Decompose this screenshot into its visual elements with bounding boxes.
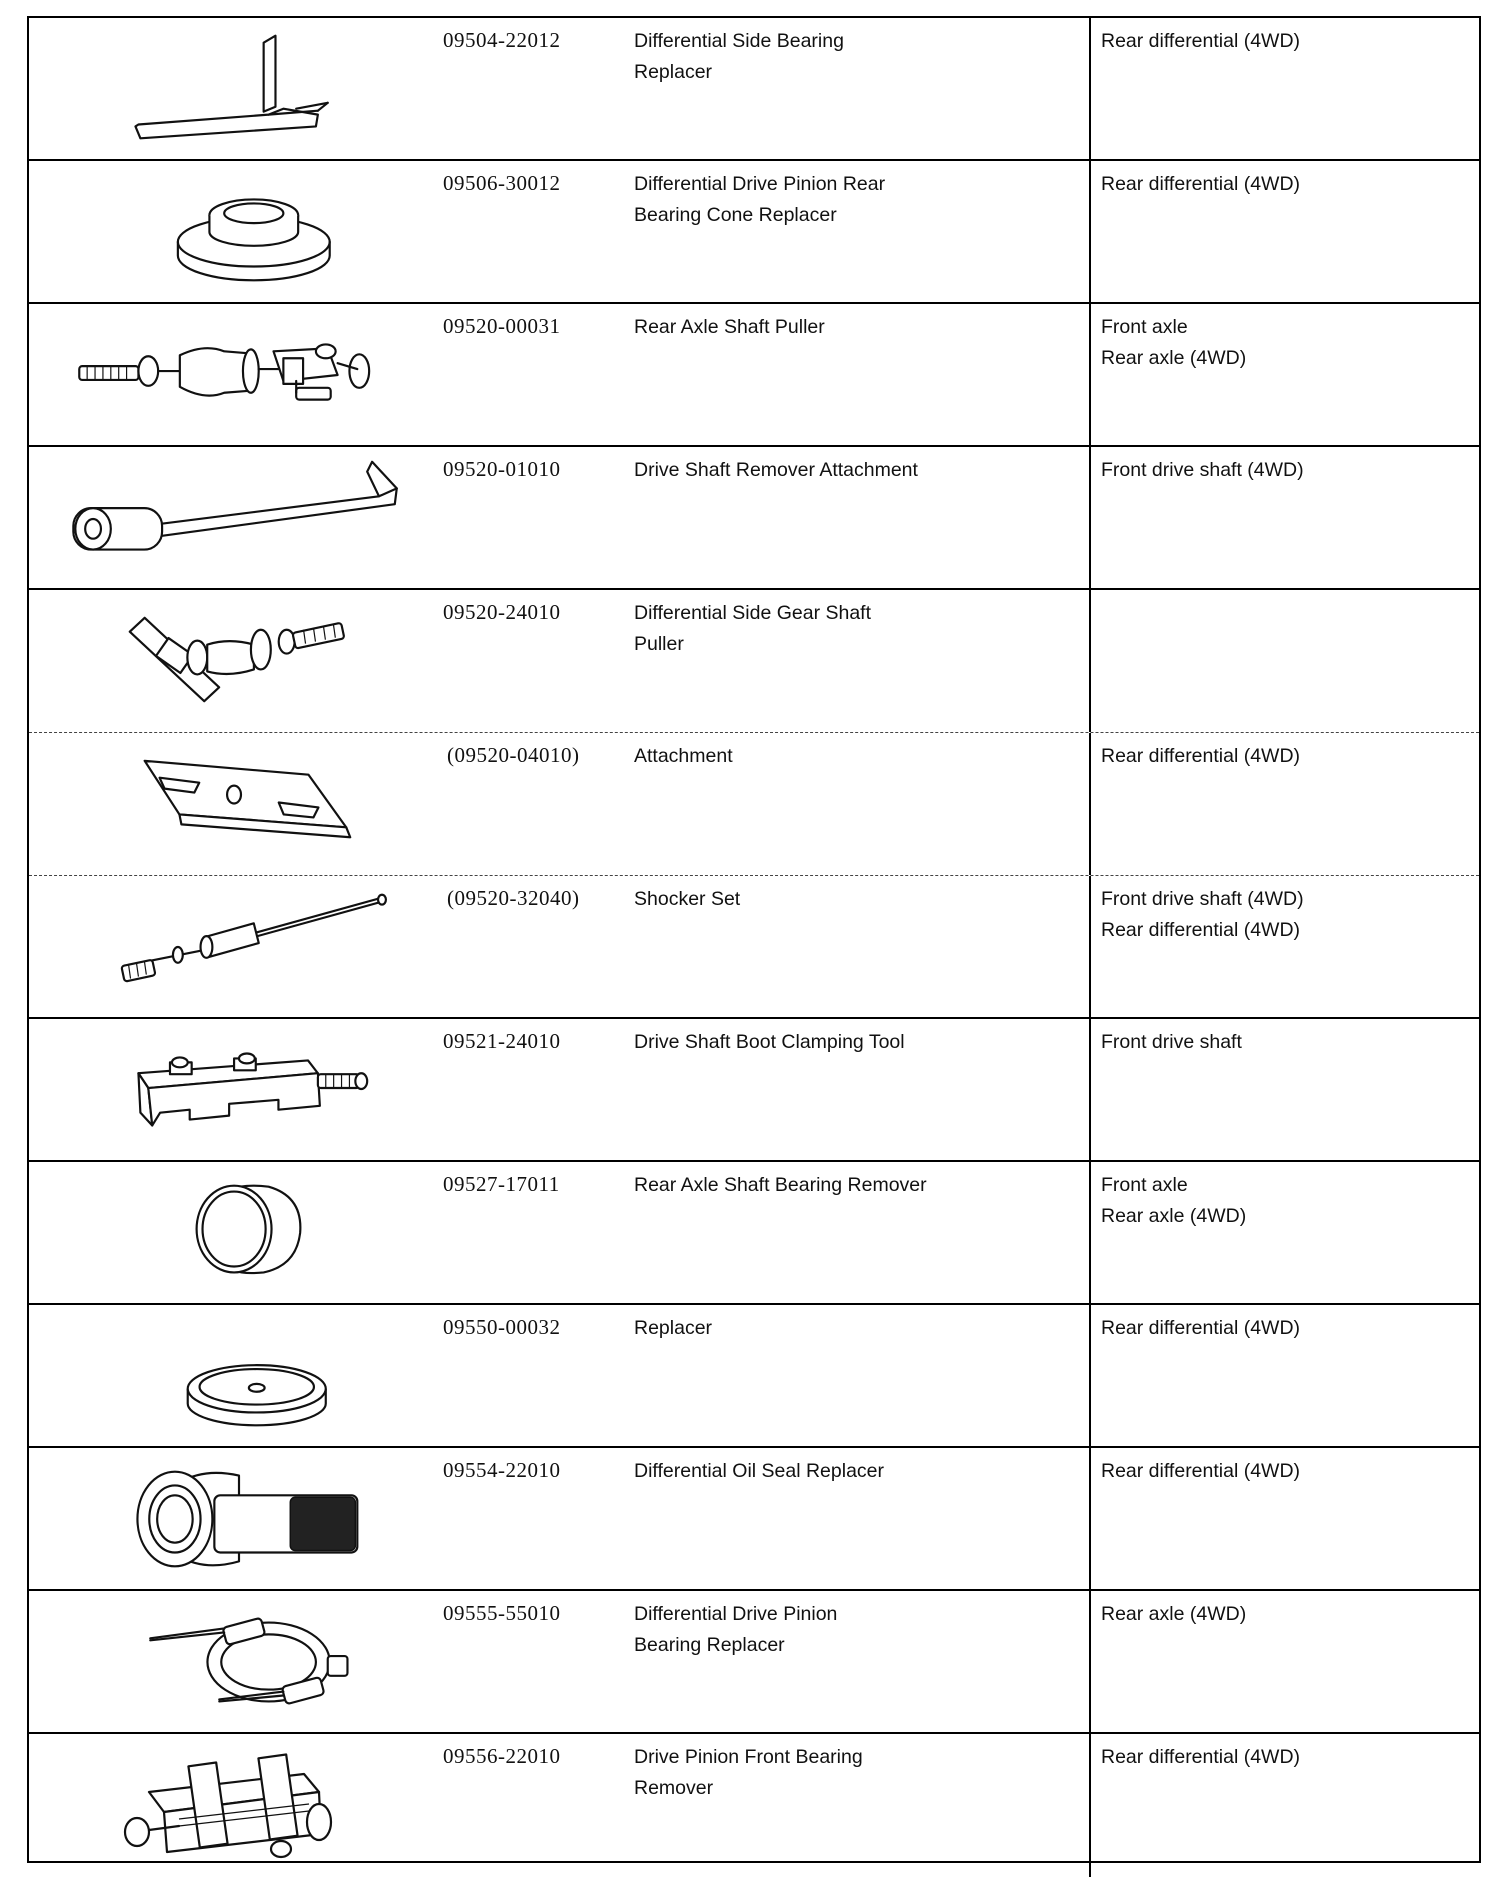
tool-name: Drive Shaft Boot Clamping Tool [634,1031,905,1053]
part-number: (09520-32040) [447,886,580,910]
tool-name: Replacer [634,1317,713,1339]
bearing-remover-cup-icon [29,1162,449,1303]
table-row [29,161,1479,304]
tool-use: Rear differential (4WD) [1101,1460,1301,1482]
table-row [29,18,1479,161]
table-row [29,447,1479,590]
column-divider [1089,161,1091,302]
tool-name: Rear Axle Shaft Puller [634,316,825,338]
part-number: 09520-24010 [443,600,561,624]
part-number: 09521-24010 [443,1029,561,1053]
tool-name: Rear Axle Shaft Bearing Remover [634,1174,927,1196]
boot-clamping-tool-icon [29,1019,449,1160]
table-row [29,1591,1479,1734]
tool-name: Drive Shaft Remover Attachment [634,459,918,481]
tool-name: Differential Side Gear Shaft Puller [634,602,872,655]
tool-use: Front drive shaft (4WD) Rear differential (4WD) [1101,888,1304,941]
part-number: 09556-22010 [443,1744,561,1768]
table-row [29,876,1479,1019]
column-divider [1089,18,1091,159]
tool-use: Front drive shaft (4WD) [1101,459,1304,481]
tool-use: Rear differential (4WD) [1101,1317,1301,1339]
pinion-bearing-replacer-clamp-icon [29,1591,449,1732]
tool-name: Attachment [634,745,733,767]
tool-name: Shocker Set [634,888,741,910]
tool-use: Rear differential (4WD) [1101,1746,1301,1768]
tool-use: Rear differential (4WD) [1101,745,1301,767]
column-divider [1089,1162,1091,1303]
tool-name: Differential Drive Pinion Bearing Replacer [634,1603,838,1656]
part-number: 09527-17011 [443,1172,560,1196]
slide-hammer-puller-icon [29,304,449,445]
tool-use: Rear differential (4WD) [1101,30,1301,52]
table-row [29,1162,1479,1305]
l-shaped-replacer-tool-icon [29,18,449,159]
stepped-ring-replacer-icon [29,161,449,302]
column-divider [1089,876,1091,1017]
part-number: 09504-22012 [443,28,561,52]
front-bearing-remover-vise-icon [29,1734,449,1877]
table-row [29,1019,1479,1162]
tool-use: Front axle Rear axle (4WD) [1101,1174,1247,1227]
table-row [29,1734,1479,1877]
table-row [29,1448,1479,1591]
tool-name: Drive Pinion Front Bearing Remover [634,1746,863,1799]
part-number: 09554-22010 [443,1458,561,1482]
disc-replacer-icon [29,1305,449,1446]
drive-shaft-remover-attachment-icon [29,447,449,588]
tool-name: Differential Drive Pinion Rear Bearing Cone Replacer [634,173,886,226]
special-service-tools-table [27,16,1481,1863]
column-divider [1089,1591,1091,1732]
column-divider [1089,590,1091,732]
column-divider [1089,1734,1091,1877]
side-gear-shaft-puller-icon [29,590,449,732]
table-row [29,590,1479,733]
tool-use: Front axle Rear axle (4WD) [1101,316,1247,369]
column-divider [1089,304,1091,445]
table-row [29,1305,1479,1448]
table-row [29,733,1479,876]
part-number: 09555-55010 [443,1601,561,1625]
part-number: 09550-00032 [443,1315,561,1339]
part-number: (09520-04010) [447,743,580,767]
table-row [29,304,1479,447]
shocker-slide-hammer-icon [29,876,449,1017]
column-divider [1089,1305,1091,1446]
column-divider [1089,1448,1091,1589]
part-number: 09506-30012 [443,171,561,195]
tool-use: Rear differential (4WD) [1101,173,1301,195]
column-divider [1089,447,1091,588]
tool-use: Rear axle (4WD) [1101,1603,1247,1625]
part-number: 09520-00031 [443,314,561,338]
column-divider [1089,733,1091,875]
tool-use: Front drive shaft [1101,1031,1242,1053]
tool-name: Differential Side Bearing Replacer [634,30,844,83]
slotted-plate-attachment-icon [29,733,449,875]
column-divider [1089,1019,1091,1160]
tool-name: Differential Oil Seal Replacer [634,1460,885,1482]
oil-seal-replacer-icon [29,1448,449,1589]
part-number: 09520-01010 [443,457,561,481]
